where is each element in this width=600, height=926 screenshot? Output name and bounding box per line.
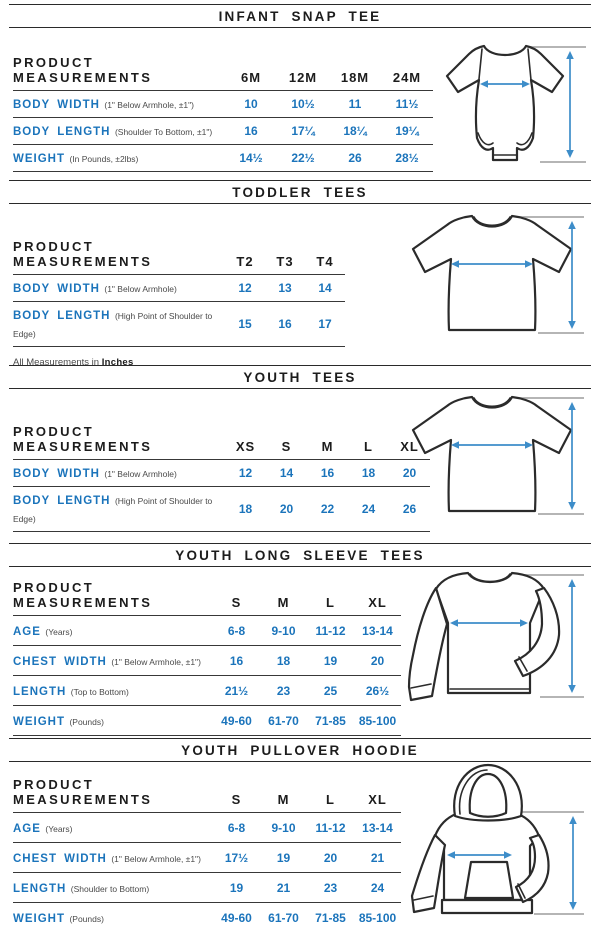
table-header-row (13, 580, 401, 616)
measurement-value: 14 (266, 460, 307, 487)
size-column-header-s: S (266, 424, 307, 460)
table-row-weight (13, 706, 401, 736)
measurement-label-cell (13, 275, 225, 302)
measurement-value: 16 (307, 460, 348, 487)
pullover-hoodie-illustration (392, 756, 592, 924)
table-row-weight (13, 145, 433, 172)
measurement-value: 10½ (277, 91, 329, 118)
measurement-value: 22½ (277, 145, 329, 172)
section-title: YOUTH PULLOVER HOODIE (181, 743, 419, 758)
measurement-label-cell (13, 676, 213, 706)
size-column-header-m: M (307, 424, 348, 460)
size-column-header-xl: XL (354, 580, 401, 616)
measurement-value: 19 (307, 646, 354, 676)
section-youth-tees (0, 365, 600, 543)
measurement-value: 20 (389, 460, 430, 487)
measurement-name: WEIGHT (13, 912, 65, 925)
size-column-header-m: M (260, 580, 307, 616)
measurement-value: 23 (260, 676, 307, 706)
measurement-value: 24 (354, 873, 401, 903)
measurement-value: 17½ (213, 843, 260, 873)
measurement-label-cell (13, 616, 213, 646)
measurement-value: 18¼ (329, 118, 381, 145)
section-title: INFANT SNAP TEE (218, 9, 382, 24)
measurement-value: 16 (225, 118, 277, 145)
measurement-value: 20 (307, 843, 354, 873)
table-row-body-length (13, 487, 430, 532)
measurement-name: AGE (13, 822, 41, 835)
size-column-header-l: L (348, 424, 389, 460)
garment-illustration (392, 561, 592, 728)
measurement-name: AGE (13, 625, 41, 638)
table-row-body-length (13, 302, 345, 347)
section-title: TODDLER TEES (232, 185, 368, 200)
body-length-arrow (568, 579, 576, 693)
measurement-value: 13 (265, 275, 305, 302)
table-row-length (13, 873, 401, 903)
measurement-name: CHEST WIDTH (13, 852, 107, 865)
measurement-note: (Pounds) (69, 716, 104, 727)
table-row-age (13, 813, 401, 843)
measurement-value: 11-12 (307, 813, 354, 843)
measurement-label-cell (13, 118, 225, 145)
section-title: YOUTH TEES (243, 370, 357, 385)
measurement-name: LENGTH (13, 685, 67, 698)
size-column-header-l: L (307, 777, 354, 813)
measurements-table (13, 239, 345, 347)
measurement-name: BODY LENGTH (13, 310, 111, 322)
body-length-arrow (569, 816, 577, 910)
table-row-body-width (13, 275, 345, 302)
measurement-value: 16 (213, 646, 260, 676)
measurement-value: 13-14 (354, 616, 401, 646)
tee-illustration (392, 201, 592, 351)
measurement-value: 12 (225, 460, 266, 487)
measurement-value: 13-14 (354, 813, 401, 843)
measurement-value: 19 (213, 873, 260, 903)
measurement-note: (1" Below Armhole) (104, 469, 177, 479)
measurement-value: 14 (305, 275, 345, 302)
size-column-header-xl: XL (389, 424, 430, 460)
measurement-label-cell (13, 843, 213, 873)
garment-illustration (432, 32, 592, 175)
body-length-arrow (566, 51, 574, 158)
measurement-value: 26 (389, 487, 430, 532)
tee-illustration (392, 382, 592, 532)
measurement-value: 21½ (213, 676, 260, 706)
garment-illustration (392, 756, 592, 926)
measurement-value: 49-60 (213, 903, 260, 926)
measurement-value: 20 (266, 487, 307, 532)
measurement-note: (Top to Bottom) (70, 686, 129, 697)
table-header-row (13, 239, 345, 275)
measurement-label-cell (13, 903, 213, 926)
body-length-arrow (568, 221, 576, 329)
section-youth-long-sleeve-tees (0, 543, 600, 738)
measurement-name: BODY WIDTH (13, 283, 100, 295)
measurement-value: 18 (348, 460, 389, 487)
size-column-header-6m: 6M (225, 55, 277, 91)
measurement-value: 26½ (354, 676, 401, 706)
size-column-header-12m: 12M (277, 55, 329, 91)
measurement-value: 10 (225, 91, 277, 118)
long-sleeve-tee-illustration (392, 561, 592, 723)
measurement-note: (Pounds) (69, 913, 104, 924)
size-column-header-t4: T4 (305, 239, 345, 275)
measurement-note: (1" Below Armhole, ±1") (104, 100, 194, 110)
footnote: All Measurements in Inches (13, 357, 134, 365)
measurement-value: 9-10 (260, 813, 307, 843)
measurement-label-cell (13, 460, 225, 487)
measurement-value: 49-60 (213, 706, 260, 736)
size-column-header-t3: T3 (265, 239, 305, 275)
section-title-band (9, 4, 591, 28)
measurement-note: (High Point of Shoulder to Edge) (13, 496, 213, 524)
measurement-note: (1" Below Armhole, ±1") (111, 853, 201, 864)
size-column-header-s: S (213, 580, 260, 616)
measurement-value: 71-85 (307, 706, 354, 736)
measurement-name: CHEST WIDTH (13, 655, 107, 668)
table-row-length (13, 676, 401, 706)
table-header-label: PRODUCT MEASUREMENTS (13, 424, 225, 460)
measurement-value: 28½ (381, 145, 433, 172)
table-row-weight (13, 903, 401, 926)
measurement-value: 19¼ (381, 118, 433, 145)
section-youth-pullover-hoodie (0, 738, 600, 926)
measurement-value: 11 (329, 91, 381, 118)
onesie-illustration (432, 32, 592, 170)
measurement-value: 61-70 (260, 706, 307, 736)
measurement-value: 17¼ (277, 118, 329, 145)
size-column-header-xs: XS (225, 424, 266, 460)
measurement-note: (1" Below Armhole, ±1") (111, 656, 201, 667)
measurement-note: (Shoulder To Bottom, ±1") (114, 127, 213, 137)
measurement-label-cell (13, 706, 213, 736)
measurement-note: (High Point of Shoulder to Edge) (13, 311, 213, 339)
size-column-header-m: M (260, 777, 307, 813)
size-column-header-t2: T2 (225, 239, 265, 275)
measurement-value: 71-85 (307, 903, 354, 926)
measurement-name: BODY LENGTH (13, 495, 111, 507)
measurement-value: 18 (225, 487, 266, 532)
section-toddler-tees (0, 180, 600, 365)
measurement-note: (In Pounds, ±2lbs) (69, 154, 139, 164)
section-title: YOUTH LONG SLEEVE TEES (175, 548, 425, 563)
table-row-chest-width (13, 646, 401, 676)
measurement-note: (1" Below Armhole) (104, 284, 177, 294)
measurement-value: 14½ (225, 145, 277, 172)
garment-illustration (392, 382, 592, 537)
measurement-value: 21 (260, 873, 307, 903)
table-header-label: PRODUCT MEASUREMENTS (13, 239, 225, 275)
body-length-arrow (568, 402, 576, 510)
measurement-label-cell (13, 873, 213, 903)
measurement-label-cell (13, 487, 225, 532)
table-header-label: PRODUCT MEASUREMENTS (13, 580, 213, 616)
measurement-label-cell (13, 145, 225, 172)
measurement-value: 6-8 (213, 616, 260, 646)
measurement-label-cell (13, 91, 225, 118)
measurement-value: 11½ (381, 91, 433, 118)
measurement-value: 16 (265, 302, 305, 347)
measurement-value: 85-100 (354, 706, 401, 736)
measurements-table (13, 777, 401, 926)
measurement-name: BODY WIDTH (13, 468, 100, 480)
measurements-table (13, 424, 430, 532)
measurement-value: 22 (307, 487, 348, 532)
table-header-row (13, 55, 433, 91)
measurement-value: 17 (305, 302, 345, 347)
measurement-value: 11-12 (307, 616, 354, 646)
measurement-value: 9-10 (260, 616, 307, 646)
measurement-value: 26 (329, 145, 381, 172)
footnotes (13, 355, 600, 365)
size-column-header-s: S (213, 777, 260, 813)
measurement-label-cell (13, 813, 213, 843)
measurement-name: WEIGHT (13, 153, 65, 165)
measurements-table (13, 580, 401, 736)
measurement-label-cell (13, 646, 213, 676)
measurement-name: BODY LENGTH (13, 126, 111, 138)
measurements-table (13, 55, 433, 172)
measurement-value: 24 (348, 487, 389, 532)
measurement-value: 61-70 (260, 903, 307, 926)
measurement-value: 18 (260, 646, 307, 676)
measurement-note: (Shoulder to Bottom) (70, 883, 150, 894)
measurement-value: 85-100 (354, 903, 401, 926)
size-column-header-xl: XL (354, 777, 401, 813)
size-column-header-l: L (307, 580, 354, 616)
size-column-header-18m: 18M (329, 55, 381, 91)
table-row-chest-width (13, 843, 401, 873)
table-row-body-width (13, 91, 433, 118)
table-header-row (13, 424, 430, 460)
measurement-value: 25 (307, 676, 354, 706)
measurement-value: 20 (354, 646, 401, 676)
measurement-name: LENGTH (13, 882, 67, 895)
table-row-body-length (13, 118, 433, 145)
table-header-label: PRODUCT MEASUREMENTS (13, 55, 225, 91)
measurement-value: 21 (354, 843, 401, 873)
measurement-value: 6-8 (213, 813, 260, 843)
measurement-value: 15 (225, 302, 265, 347)
measurement-value: 12 (225, 275, 265, 302)
measurement-note: (Years) (45, 823, 73, 834)
table-row-body-width (13, 460, 430, 487)
section-infant-snap-tee (0, 0, 600, 180)
table-header-row (13, 777, 401, 813)
size-column-header-24m: 24M (381, 55, 433, 91)
measurement-label-cell (13, 302, 225, 347)
measurement-value: 23 (307, 873, 354, 903)
measurement-name: WEIGHT (13, 715, 65, 728)
measurement-value: 19 (260, 843, 307, 873)
garment-illustration (392, 201, 592, 356)
measurement-note: (Years) (45, 626, 73, 637)
measurement-name: BODY WIDTH (13, 99, 100, 111)
table-header-label: PRODUCT MEASUREMENTS (13, 777, 213, 813)
table-row-age (13, 616, 401, 646)
